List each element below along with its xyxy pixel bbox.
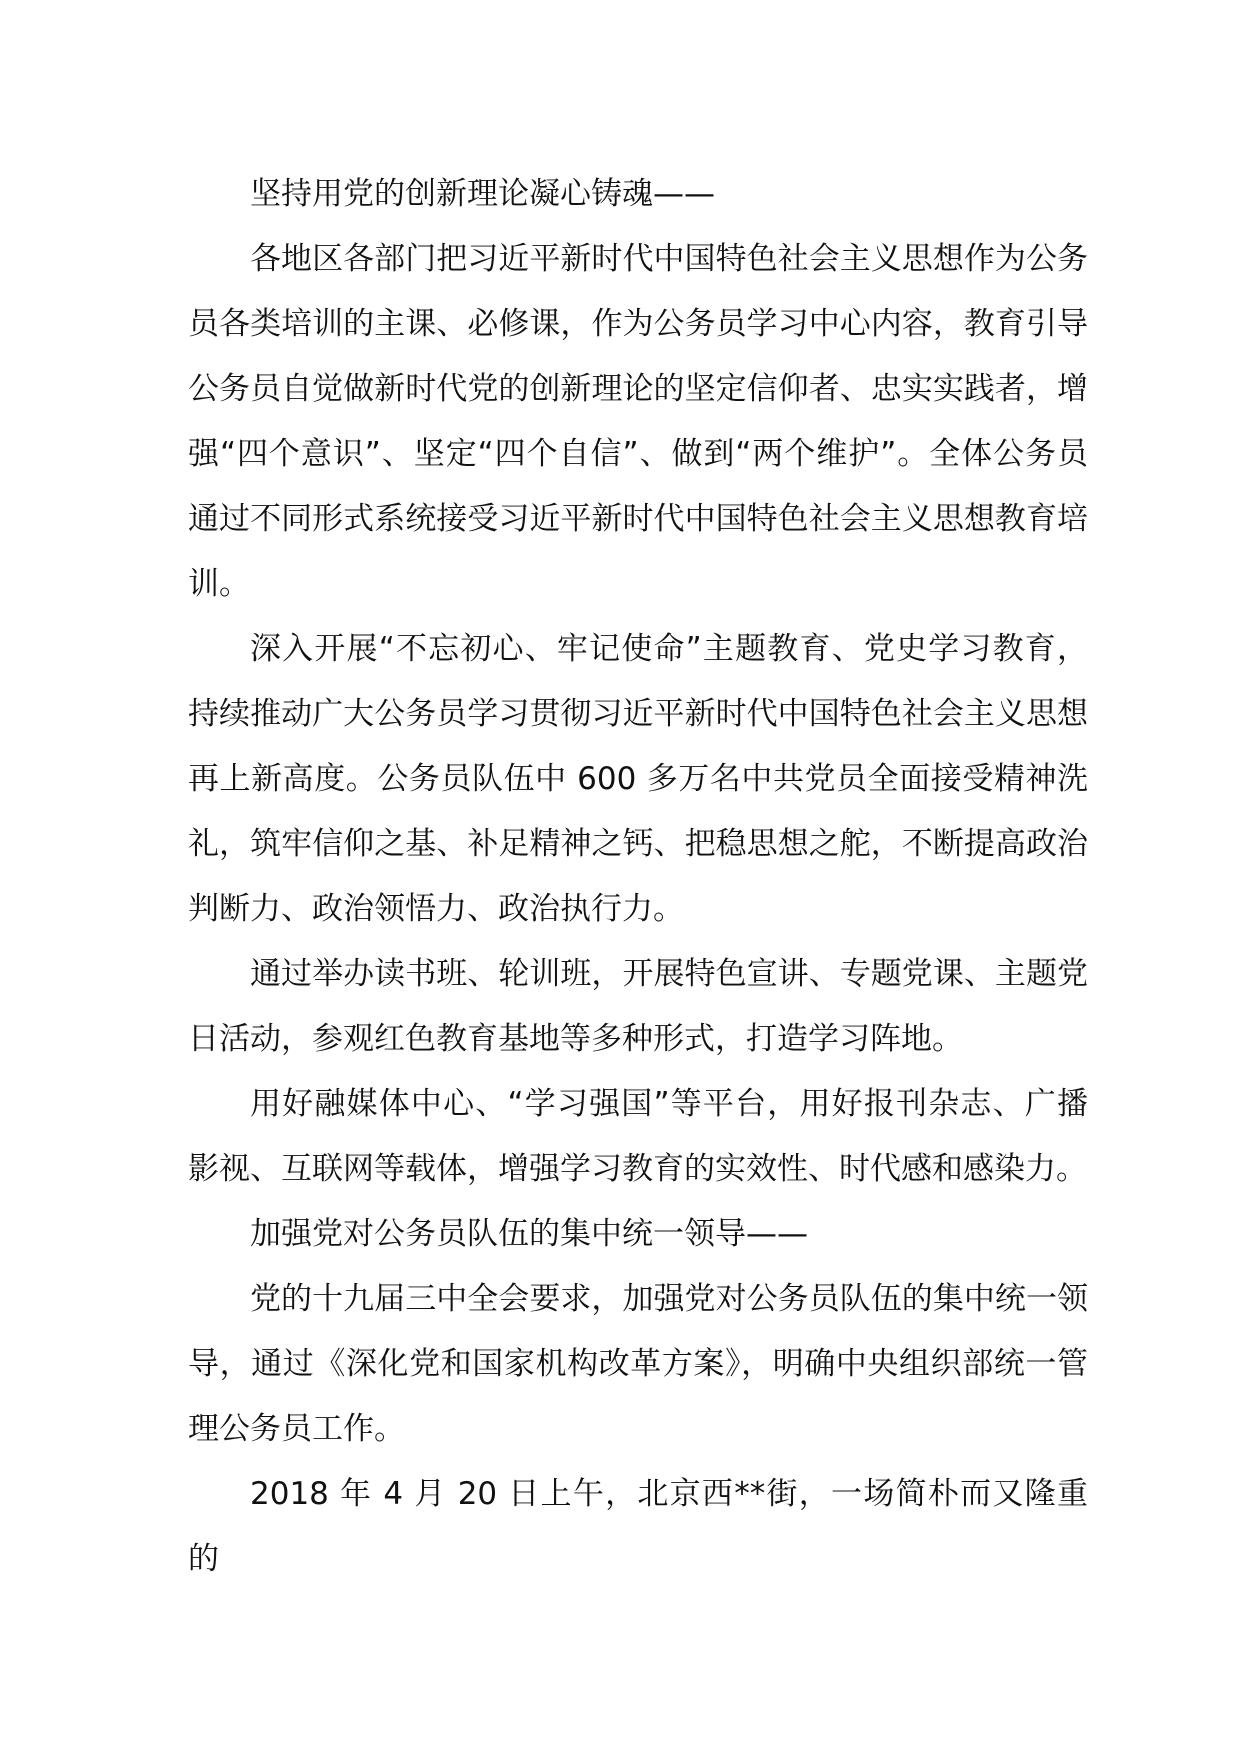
document-body (188, 162, 1088, 1592)
paragraph: 党的十九届三中全会要求，加强党对公务员队伍的集中统一领导，通过《深化党和国家机构改革方案》，明确中央组织部统一管理公务员工作。 (188, 1281, 1088, 1447)
paragraph: 通过举办读书班、轮训班，开展特色宣讲、专题党课、主题党日活动，参观红色教育基地等多种形式，打造学习阵地。 (188, 956, 1088, 1057)
paragraph: 2018 年 4 月 20 日上午，北京西**街，一场简朴而又隆重的 (188, 1476, 1088, 1577)
section-heading: 坚持用党的创新理论凝心铸魂—— (250, 176, 715, 212)
paragraph: 用好融媒体中心、“学习强国”等平台，用好报刊杂志、广播影视、互联网等载体，增强学习教育的实效性、时代感和感染力。 (188, 1086, 1088, 1187)
paragraph: 深入开展“不忘初心、牢记使命”主题教育、党史学习教育，持续推动广大公务员学习贯彻习近平新时代中国特色社会主义思想再上新高度。公务员队伍中 600 多万名中共党员全面接受精神洗礼，筑牢信仰之基、补足精神之钙、把稳思想之舵，不断提高政治判断力、政治领悟力、政治执行力。 (188, 631, 1088, 927)
section-heading: 加强党对公务员队伍的集中统一领导—— (250, 1216, 808, 1252)
paragraph: 各地区各部门把习近平新时代中国特色社会主义思想作为公务员各类培训的主课、必修课，作为公务员学习中心内容，教育引导公务员自觉做新时代党的创新理论的坚定信仰者、忠实实践者，增强“四个意识”、坚定“四个自信”、做到“两个维护”。全体公务员通过不同形式系统接受习近平新时代中国特色社会主义思想教育培训。 (188, 241, 1088, 602)
